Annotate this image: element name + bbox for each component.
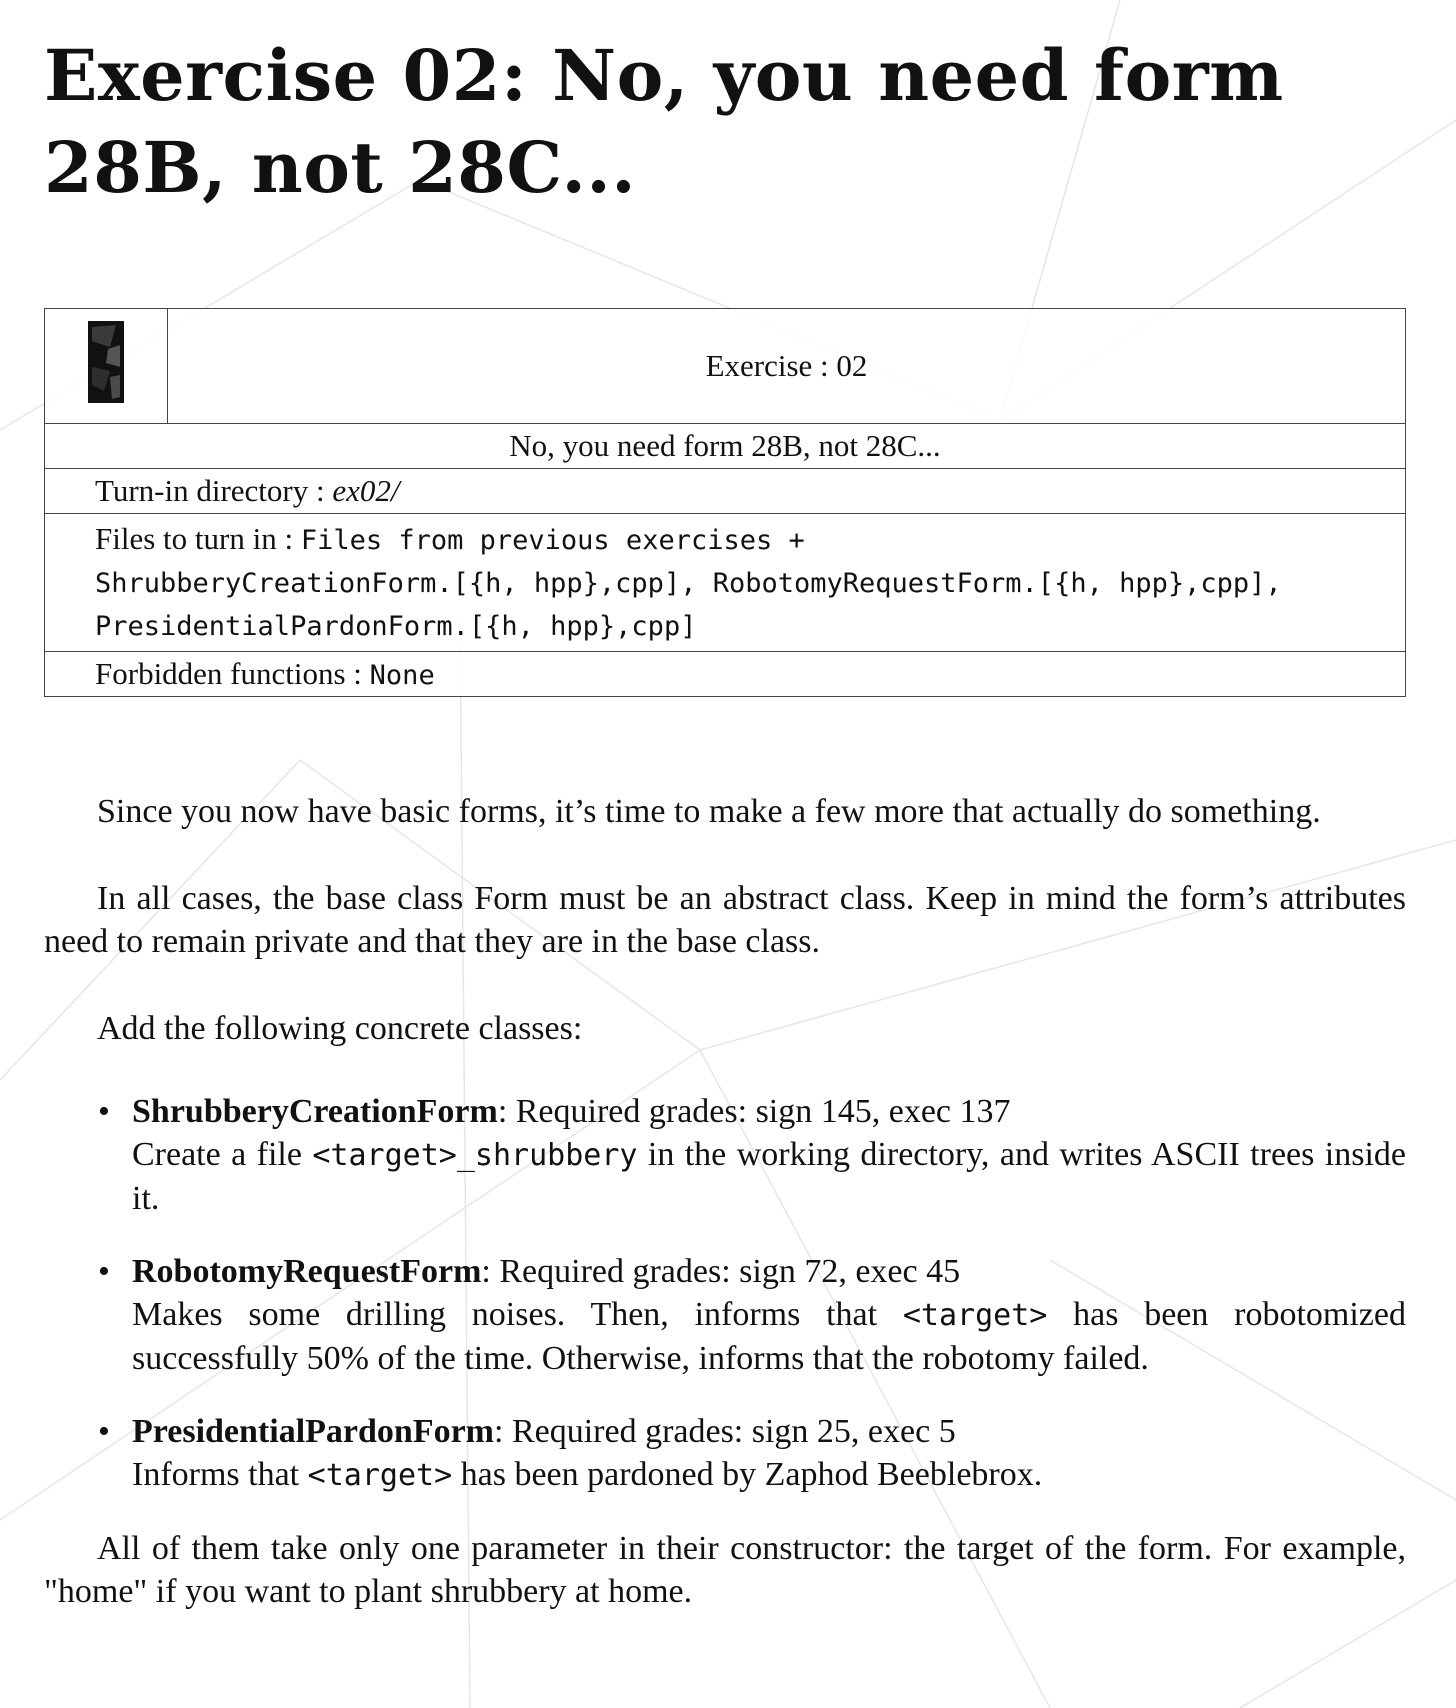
class-name: ShrubberyCreationForm [132, 1093, 498, 1130]
exercise-name: No, you need form 28B, not 28C... [45, 424, 1406, 469]
concrete-classes-list [44, 1090, 1406, 1497]
files-to-turn-in-row [45, 514, 1406, 652]
exercise-info-box [44, 308, 1406, 697]
logo-cell [45, 309, 168, 424]
class-desc-before: Create a file [132, 1136, 313, 1173]
class-desc-after: has been pardoned by Zaphod Beeblebrox. [452, 1456, 1043, 1493]
class-desc-before: Makes some drilling noises. Then, informs that [132, 1296, 903, 1333]
list-item [98, 1410, 1406, 1497]
turnin-value: ex02/ [332, 473, 400, 508]
document-page [44, 0, 1406, 1610]
class-desc-before: Informs that [132, 1456, 308, 1493]
school-logo-icon [86, 319, 126, 405]
list-item [98, 1250, 1406, 1380]
list-item [98, 1090, 1406, 1220]
turnin-directory-row [45, 469, 1406, 514]
class-name: PresidentialPardonForm [132, 1413, 494, 1450]
forbidden-label: Forbidden functions : [95, 656, 370, 691]
paragraph-add-classes: Add the following concrete classes: [97, 1010, 583, 1047]
class-desc-after: in the working directory, and writes ASCII trees inside it. [132, 1136, 1406, 1217]
class-grades: : Required grades: sign 145, exec 137 [497, 1093, 1011, 1130]
paragraph-constructor: All of them take only one parameter in their constructor: the target of the form. For example, "home" if you want to plant shrubbery at home. [44, 1530, 1406, 1610]
class-grades: : Required grades: sign 25, exec 5 [494, 1413, 956, 1450]
files-line-1: Files from previous exercises + [300, 525, 805, 556]
body-text [44, 790, 1406, 1657]
files-label: Files to turn in : [95, 521, 301, 556]
bullet-icon: • [98, 1413, 110, 1450]
paragraph-abstract-class: In all cases, the base class Form must be an abstract class. Keep in mind the form’s attributes need to remain private and that they are in the base class. [44, 880, 1406, 960]
class-grades: : Required grades: sign 72, exec 45 [481, 1253, 961, 1290]
class-desc-code: <target>_shrubbery [312, 1138, 638, 1173]
files-line-3: PresidentialPardonForm.[{h, hpp},cpp] [95, 611, 697, 642]
bullet-icon: • [98, 1093, 110, 1130]
exercise-number: Exercise : 02 [168, 309, 1406, 424]
bullet-icon: • [98, 1253, 110, 1290]
class-desc-after: has been robotomized successfully 50% of the time. Otherwise, informs that the robotomy failed. [132, 1296, 1406, 1377]
turnin-label: Turn-in directory : [95, 473, 333, 508]
class-desc-code: <target> [307, 1458, 453, 1493]
class-name: RobotomyRequestForm [132, 1253, 482, 1290]
paragraph-intro: Since you now have basic forms, it’s time to make a few more that actually do something. [97, 793, 1321, 830]
forbidden-functions-row [45, 652, 1406, 697]
class-desc-code: <target> [902, 1298, 1048, 1333]
files-line-2: ShrubberyCreationForm.[{h, hpp},cpp], RobotomyRequestForm.[{h, hpp},cpp], [95, 568, 1282, 599]
page-title: Exercise 02: No, you need form 28B, not 28C... [44, 34, 1284, 209]
forbidden-value: None [369, 660, 435, 691]
